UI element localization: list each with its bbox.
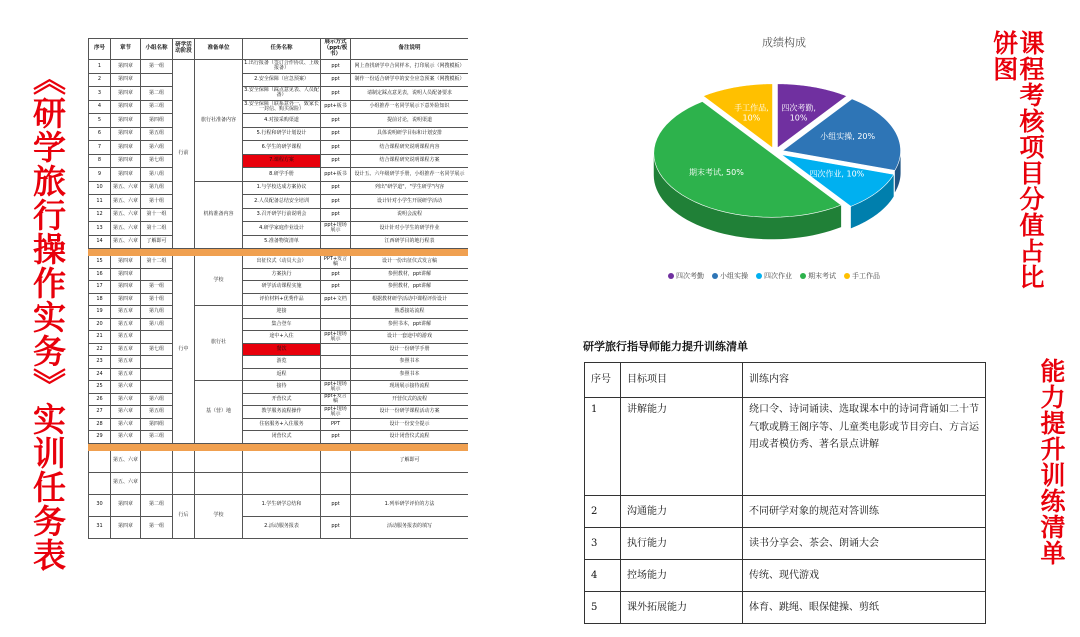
display-method-cell: ppt	[321, 195, 351, 209]
training-item-cell: 课外拓展能力	[621, 592, 743, 624]
group-cell	[141, 268, 173, 281]
display-method-cell: ppt	[321, 516, 351, 538]
task-cell: 1.与学校达成方案协议	[243, 181, 321, 195]
legend-item	[844, 271, 880, 281]
unit-cell: 学校	[195, 256, 243, 306]
row-number-cell: 16	[89, 268, 111, 281]
chapter-cell: 第四章	[111, 268, 141, 281]
training-header-cell: 训练内容	[743, 363, 986, 398]
task-header-cell: 章节	[111, 39, 141, 60]
display-method-cell: ppt+文档	[321, 293, 351, 306]
display-method-cell: ppt	[321, 208, 351, 222]
legend-label: 手工作品	[852, 272, 880, 280]
training-title: 研学旅行指导师能力提升训练清单	[583, 340, 748, 353]
note-cell: 具体说明研学目标和计划安排	[351, 127, 469, 141]
chapter-cell: 第四章	[111, 87, 141, 101]
legend-item	[800, 271, 836, 281]
task-header-cell: 序号	[89, 39, 111, 60]
chapter-cell: 第四章	[111, 141, 141, 155]
training-item-cell: 执行能力	[621, 528, 743, 560]
table-row	[89, 393, 469, 406]
chapter-cell: 第五、六章	[111, 195, 141, 209]
legend-label: 四次考勤	[676, 272, 704, 280]
note-cell: 说明会流程	[351, 208, 469, 222]
row-number-cell: 19	[89, 306, 111, 319]
chapter-cell: 第四章	[111, 100, 141, 114]
display-method-cell	[321, 318, 351, 331]
row-number-cell: 22	[89, 343, 111, 356]
table-row	[89, 331, 469, 344]
pie-data-label: 期末考试, 50%	[688, 168, 744, 178]
task-header-cell: 准备单位	[195, 39, 243, 60]
task-cell: 1.出行报备（签订合作协议、上级报备）	[244, 60, 319, 72]
group-cell: 第三组	[141, 431, 173, 444]
chapter-cell: 第五、六章	[111, 208, 141, 222]
training-row	[585, 528, 986, 560]
display-method-cell: ppt+发言稿	[321, 393, 351, 406]
chapter-cell: 第四章	[111, 127, 141, 141]
chapter-cell: 第四章	[111, 293, 141, 306]
unit-cell: 基（营）地	[195, 381, 243, 444]
chart-legend	[668, 271, 880, 281]
chapter-cell: 第五章	[111, 331, 141, 344]
table-row	[89, 494, 469, 516]
note-cell: 设计闭营仪式流程	[351, 431, 469, 444]
display-method-cell: PPT	[321, 418, 351, 431]
note-cell: 网上查找研学中合同样本，打印展示（网搜模板）	[351, 60, 469, 74]
row-number-cell: 28	[89, 418, 111, 431]
table-row	[89, 268, 469, 281]
pie-data-label: 手工作品, 10%	[734, 103, 769, 123]
note-cell: 设计一套途中的游戏	[351, 331, 469, 344]
task-header-cell: 小组名称	[141, 39, 173, 60]
display-method-cell: ppt	[321, 87, 351, 101]
training-table-body	[585, 363, 986, 624]
note-cell: 参照书本，ppt讲解	[351, 318, 469, 331]
chapter-cell: 第四章	[111, 60, 141, 74]
display-method-cell: ppt+现场展示	[321, 331, 351, 344]
task-cell: 方案执行	[243, 268, 321, 281]
note-cell: 参照书本	[351, 368, 469, 381]
training-no-cell: 3	[585, 528, 621, 560]
note-cell: 设计针对小学生的研学作业	[351, 222, 469, 236]
table-row	[89, 60, 469, 74]
display-method-cell: ppt+现场展示	[321, 381, 351, 394]
task-cell: 6.学生的研学课程	[243, 141, 321, 155]
display-method-cell: ppt	[321, 141, 351, 155]
chapter-cell: 第六章	[111, 431, 141, 444]
task-cell: 2.安全保障（应急预案）	[243, 73, 321, 87]
group-cell	[141, 381, 173, 394]
row-number-cell: 13	[89, 222, 111, 236]
row-number-cell: 1	[89, 60, 111, 74]
training-caption-vertical: 能力提升训练清单	[1037, 358, 1066, 566]
group-cell: 第二组	[141, 87, 173, 101]
group-cell: 第一组	[141, 516, 173, 538]
display-method-cell: ppt	[321, 281, 351, 294]
training-row	[585, 560, 986, 592]
chapter-cell: 第五章	[111, 318, 141, 331]
note-cell: 结合课程研究说明课程方案	[351, 154, 469, 168]
training-item-cell: 讲解能力	[621, 398, 743, 496]
chapter-cell: 第四章	[111, 168, 141, 182]
chart-title: 成绩构成	[762, 36, 806, 49]
note-cell: 开营仪式的流程	[351, 393, 469, 406]
stage-separator	[89, 443, 469, 450]
table-row	[89, 235, 469, 249]
group-cell: 第十一组	[141, 208, 173, 222]
group-cell: 第七组	[141, 343, 173, 356]
row-number-cell: 23	[89, 356, 111, 369]
group-cell	[141, 331, 173, 344]
chapter-cell: 第五章	[111, 306, 141, 319]
chapter-cell: 第六章	[111, 381, 141, 394]
display-method-cell: PPT+发言稿	[321, 256, 351, 269]
task-cell: 4.研学家庭作业设计	[243, 222, 321, 236]
training-content-cell: 绕口令、诗词诵读、选取课本中的诗词背诵如二十节气歌或腾王阁序等、儿童类电影或节目旁白、方言运用或者模仿秀、著名景点讲解	[743, 398, 986, 496]
group-cell: 第十组	[141, 293, 173, 306]
row-number-cell: 27	[89, 406, 111, 419]
task-cell: 7.课程方案	[243, 154, 321, 168]
display-method-cell: ppt+板书	[321, 168, 351, 182]
unit-cell: 机构准备内容	[195, 181, 243, 249]
stage-cell: 行中	[173, 256, 195, 444]
table-row	[89, 406, 469, 419]
table-row	[89, 516, 469, 538]
task-table-body	[89, 60, 469, 539]
group-cell: 第四组	[141, 418, 173, 431]
task-cell: 5.行程和研学计划设计	[243, 127, 321, 141]
group-cell: 第五组	[141, 127, 173, 141]
row-number-cell: 17	[89, 281, 111, 294]
chapter-cell: 第四章	[111, 73, 141, 87]
row-number-cell: 8	[89, 154, 111, 168]
display-method-cell: ppt	[321, 127, 351, 141]
unit-cell: 旅行社准备内容	[195, 60, 243, 182]
task-cell: 教学服务流程操作	[243, 406, 321, 419]
table-row	[89, 168, 469, 182]
display-method-cell: ppt+现场展示	[321, 222, 351, 236]
group-cell: 第八组	[141, 168, 173, 182]
task-cell: 返程	[243, 368, 321, 381]
pie-data-label: 四次考勤, 10%	[781, 103, 816, 123]
training-header-cell: 序号	[585, 363, 621, 398]
task-cell: 餐饮	[243, 343, 321, 356]
chapter-cell: 第五章	[111, 368, 141, 381]
task-header-cell: 任务名称	[243, 39, 321, 60]
row-number-cell: 25	[89, 381, 111, 394]
training-content-cell: 体育、跳绳、眼保健操、剪纸	[743, 592, 986, 624]
group-cell: 第七组	[141, 154, 173, 168]
table-row	[89, 472, 469, 494]
chapter-cell: 第六章	[111, 418, 141, 431]
stage-cell: 行前	[173, 60, 195, 249]
chapter-cell: 第五、六章	[111, 181, 141, 195]
note-cell: 设计五、六年级研学手册，小组推荐一名同学展示	[351, 168, 469, 182]
task-cell: 2.人员配备总结安全培训	[243, 195, 321, 209]
task-cell: 开营仪式	[243, 393, 321, 406]
display-method-cell	[321, 343, 351, 356]
chapter-cell: 第四章	[111, 494, 141, 516]
table-row	[89, 293, 469, 306]
table-row	[89, 450, 469, 472]
note-cell: 参照教材，ppt讲解	[351, 281, 469, 294]
note-cell: 参照教材，ppt讲解	[351, 268, 469, 281]
row-number-cell: 11	[89, 195, 111, 209]
chapter-cell: 第五章	[111, 356, 141, 369]
note-cell: 熟悉接站流程	[351, 306, 469, 319]
table-row	[89, 343, 469, 356]
group-cell: 第九组	[141, 181, 173, 195]
display-method-cell: ppt	[321, 181, 351, 195]
legend-item	[756, 271, 792, 281]
task-table-container	[88, 38, 468, 628]
task-cell: 2.活动服务报表	[243, 516, 321, 538]
display-method-cell	[321, 306, 351, 319]
training-content-cell: 传统、现代游戏	[743, 560, 986, 592]
chapter-cell: 第四章	[111, 154, 141, 168]
row-number-cell: 6	[89, 127, 111, 141]
task-cell: 迎接	[243, 306, 321, 319]
display-method-cell: ppt	[321, 60, 351, 74]
training-no-cell: 2	[585, 496, 621, 528]
note-cell: 设计一份安全提示	[351, 418, 469, 431]
group-cell: 了解即可	[141, 235, 173, 249]
chapter-cell: 第六章	[111, 393, 141, 406]
row-number-cell: 3	[89, 87, 111, 101]
group-cell: 第十组	[141, 195, 173, 209]
table-row	[89, 100, 469, 114]
task-cell: 3.安全保障（踩点意见表、人员配备）	[244, 87, 319, 99]
task-cell: 游览	[243, 356, 321, 369]
note-cell: 根据教材研学活动中课程评价设计	[351, 293, 469, 306]
note-cell: 设计一份出征仪式发言稿	[351, 256, 469, 269]
table-row	[89, 281, 469, 294]
task-cell: 途中+入住	[243, 331, 321, 344]
training-no-cell: 4	[585, 560, 621, 592]
group-cell	[141, 73, 173, 87]
row-number-cell: 4	[89, 100, 111, 114]
note-cell: 设计一份研学课程活动方案	[351, 406, 469, 419]
group-cell: 第一组	[141, 60, 173, 74]
chapter-cell: 第五、六章	[111, 235, 141, 249]
table-row	[89, 368, 469, 381]
row-number-cell: 18	[89, 293, 111, 306]
group-cell: 第八组	[141, 318, 173, 331]
table-row	[89, 87, 469, 101]
training-item-cell: 控场能力	[621, 560, 743, 592]
note-cell: 提前讨论，说明渠道	[351, 114, 469, 128]
chapter-cell: 第六章	[111, 406, 141, 419]
task-cell: 评价材料+优秀作品	[243, 293, 321, 306]
stage-separator	[89, 249, 469, 256]
display-method-cell: ppt	[321, 114, 351, 128]
display-method-cell: ppt	[321, 494, 351, 516]
row-number-cell: 26	[89, 393, 111, 406]
table-row	[89, 114, 469, 128]
display-method-cell: ppt	[321, 154, 351, 168]
group-cell: 第六组	[141, 141, 173, 155]
display-method-cell: ppt	[321, 73, 351, 87]
training-header-row	[585, 363, 986, 398]
task-cell: 1.学生研学总结和	[243, 494, 321, 516]
table-row	[89, 181, 469, 195]
unit-cell: 旅行社	[195, 306, 243, 381]
pie-chart	[640, 60, 910, 260]
note-cell: 列出"研学道"，"学生研学"内容	[351, 181, 469, 195]
display-method-cell: ppt	[321, 268, 351, 281]
note-cell: 活动服务报表的填写	[351, 516, 469, 538]
table-row	[89, 195, 469, 209]
training-row	[585, 496, 986, 528]
row-number-cell: 7	[89, 141, 111, 155]
training-header-cell: 目标项目	[621, 363, 743, 398]
display-method-cell	[321, 368, 351, 381]
display-method-cell: ppt+板书	[321, 100, 351, 114]
display-method-cell	[321, 235, 351, 249]
group-cell: 第二组	[141, 494, 173, 516]
group-cell: 第十二组	[141, 256, 173, 269]
chapter-cell: 第五、六章	[111, 450, 141, 472]
task-cell: 3.安全保障（联系意外一、致家长一封信、购买保险）	[244, 100, 319, 112]
row-number-cell: 31	[89, 516, 111, 538]
legend-label: 期末考试	[808, 272, 836, 280]
table-row	[89, 154, 469, 168]
group-cell: 第四组	[141, 114, 173, 128]
table-row	[89, 127, 469, 141]
legend-label: 小组实操	[720, 272, 748, 280]
legend-item	[712, 271, 748, 281]
group-cell: 第五组	[141, 406, 173, 419]
group-cell: 第一组	[141, 281, 173, 294]
task-cell: 研学活动课程实施	[243, 281, 321, 294]
row-number-cell: 9	[89, 168, 111, 182]
group-cell: 第十二组	[141, 222, 173, 236]
task-table-header-row	[89, 39, 469, 60]
chapter-cell: 第四章	[111, 256, 141, 269]
table-row	[89, 256, 469, 269]
note-cell: 江西研学目的地行程表	[351, 235, 469, 249]
chapter-cell: 第五、六章	[111, 472, 141, 494]
task-cell: 8.研学手册	[243, 168, 321, 182]
task-table	[88, 38, 468, 539]
legend-swatch	[712, 273, 718, 279]
chapter-cell: 第四章	[111, 114, 141, 128]
stage-cell: 行后	[173, 494, 195, 538]
row-number-cell: 30	[89, 494, 111, 516]
group-cell	[141, 368, 173, 381]
training-no-cell: 1	[585, 398, 621, 496]
pie-data-label: 小组实操, 20%	[820, 132, 876, 142]
row-number-cell: 24	[89, 368, 111, 381]
task-header-cell: 研学活动阶段	[173, 39, 195, 60]
unit-cell: 学校	[195, 494, 243, 538]
training-no-cell: 5	[585, 592, 621, 624]
task-cell: 3.召开研学行前说明会	[243, 208, 321, 222]
row-number-cell: 5	[89, 114, 111, 128]
legend-swatch	[800, 273, 806, 279]
task-header-cell: 展示方式（ppt/板书）	[321, 39, 351, 60]
group-cell: 第三组	[141, 100, 173, 114]
legend-label: 四次作业	[764, 272, 792, 280]
chart-caption-vertical: 课程考核项目分值占比饼图	[989, 30, 1045, 290]
note-cell: 结合课程研究说明课程内容	[351, 141, 469, 155]
training-item-cell: 沟通能力	[621, 496, 743, 528]
table-row	[89, 318, 469, 331]
table-row	[89, 141, 469, 155]
note-cell: 了解即可	[351, 450, 469, 472]
chapter-cell: 第五、六章	[111, 222, 141, 236]
table-row	[89, 208, 469, 222]
row-number-cell: 14	[89, 235, 111, 249]
group-cell	[141, 356, 173, 369]
row-number-cell: 2	[89, 73, 111, 87]
row-number-cell: 20	[89, 318, 111, 331]
note-cell: 参照书本	[351, 356, 469, 369]
training-row	[585, 398, 986, 496]
row-number-cell: 21	[89, 331, 111, 344]
row-number-cell: 29	[89, 431, 111, 444]
group-cell: 第九组	[141, 306, 173, 319]
display-method-cell: ppt+现场展示	[321, 406, 351, 419]
legend-swatch	[844, 273, 850, 279]
table-row	[89, 431, 469, 444]
chapter-cell: 第四章	[111, 516, 141, 538]
chapter-cell: 第四章	[111, 281, 141, 294]
training-row	[585, 592, 986, 624]
chapter-cell: 第五章	[111, 343, 141, 356]
note-cell: 1.列举研学评价的方法	[351, 494, 469, 516]
table-row	[89, 381, 469, 394]
table-row	[89, 306, 469, 319]
task-cell: 接待	[243, 381, 321, 394]
task-cell: 住宿服务+入住服务	[243, 418, 321, 431]
legend-swatch	[756, 273, 762, 279]
note-cell: 设计针对小学生开展研学活动	[351, 195, 469, 209]
training-content-cell: 读书分享会、茶会、朗诵大会	[743, 528, 986, 560]
table-row	[89, 222, 469, 236]
training-table	[584, 362, 986, 624]
task-cell: 4.对接采购渠道	[243, 114, 321, 128]
task-cell: 出征仪式（动员大会）	[243, 256, 321, 269]
task-cell: 5.准备物资清单	[243, 235, 321, 249]
note-cell: 设计一份研学手册	[351, 343, 469, 356]
display-method-cell	[321, 356, 351, 369]
row-number-cell: 15	[89, 256, 111, 269]
training-content-cell: 不同研学对象的规范对答训练	[743, 496, 986, 528]
note-cell: 请制定踩点意见表，说明人员配备要求	[351, 87, 469, 101]
display-method-cell: ppt	[321, 431, 351, 444]
table-row	[89, 418, 469, 431]
table-row	[89, 73, 469, 87]
task-cell: 集合登车	[243, 318, 321, 331]
group-cell: 第六组	[141, 393, 173, 406]
row-number-cell: 12	[89, 208, 111, 222]
note-cell: 现场展示接待流程	[351, 381, 469, 394]
left-vertical-title: 《研学旅行操作实务》实训任务表	[28, 62, 67, 572]
row-number-cell: 10	[89, 181, 111, 195]
task-header-cell: 备注说明	[351, 39, 469, 60]
note-cell: 小组推荐一名同学展示下意外险知识	[351, 100, 469, 114]
pie-data-label: 四次作业, 10%	[809, 169, 865, 179]
legend-swatch	[668, 273, 674, 279]
note-cell: 制作一份适合研学中的安全应急预案（网搜模板）	[351, 73, 469, 87]
table-row	[89, 356, 469, 369]
legend-item	[668, 271, 704, 281]
task-cell: 闭营仪式	[243, 431, 321, 444]
